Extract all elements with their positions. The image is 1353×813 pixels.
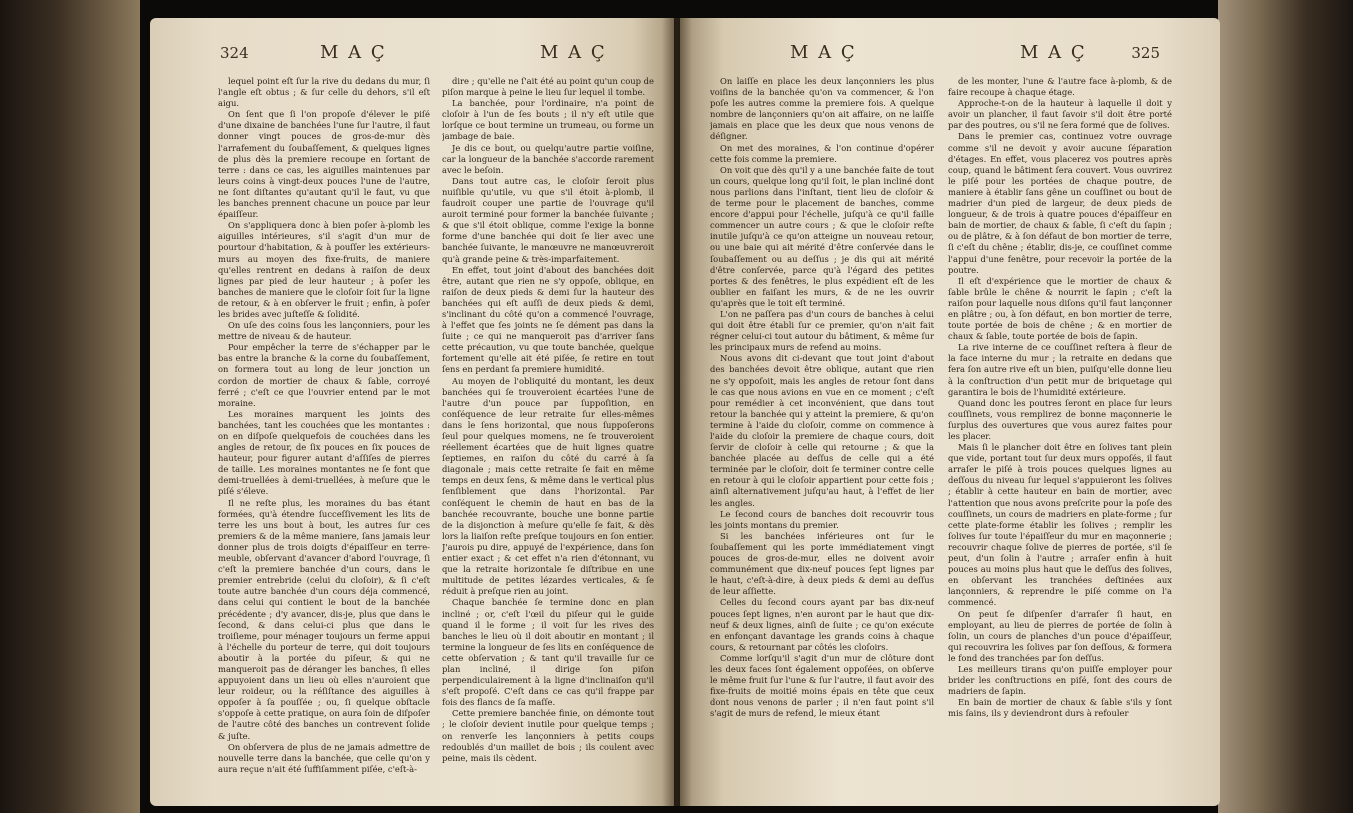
right-page-number: 325 (1131, 44, 1160, 62)
left-column-1 (218, 76, 430, 788)
paragraph: On uſe des coins ſous les lançonniers, pour les mettre de niveau & de hauteur. (218, 320, 430, 342)
paragraph: Chaque banchée ſe termine donc en plan incliné ; or, c'eſt l'œil du piſeur qui le guide quand il le forme ; il voit ſur les rives des banches le lieu où il doit aboutir en montant ; il termine la longueur de ſes lits en conſéquence de cette obſervation ; & tant qu'il travaille ſur ce plan incliné, il dirige ſon piſon perpendiculairement à la ligne d'inclinaiſon qu'il s'eſt propoſé. C'eſt dans ce cas qu'il frappe par fois des flancs de ſa maſſe. (442, 597, 654, 708)
book-edge-left (0, 0, 140, 813)
paragraph: En bain de mortier de chaux & ſable s'ils y ſont mis ſains, ils y deviendront durs à refouler (948, 697, 1172, 719)
paragraph: Approche-t-on de la hauteur à laquelle il doit y avoir un plancher, il faut ſavoir s'il doit être porté par des poutres, ou s'il ne ſera formé que de ſolives. (948, 98, 1172, 131)
paragraph: En effet, tout joint d'about des banchées doit être, autant que rien ne s'y oppoſe, oblique, en raiſon de deux pieds & demi ſur la hauteur des banchées qui eſt auſſi de deux pieds & demi, s'inclinant du côté qu'on a commencé l'ouvrage, à l'effet que ſes joints ne ſe dément pas dans la ſuite ; ce qui ne manqueroit pas d'arriver ſans cette précaution, vu que toute banchée, quelque fortement qu'elle ait été piſée, ſe retire en tout ſens en perdant ſa premiere humidité. (442, 264, 654, 375)
paragraph: On laiſſe en place les deux lançonniers les plus voiſins de la banchée qu'on va commencer, & l'on poſe les autres comme la premiere fois. A quelque nombre de lançonniers qu'on ait affaire, on ne laiſſe jamais en place que les deux que nous venons de déſigner. (710, 76, 934, 142)
paragraph: de les monter, l'une & l'autre face à-plomb, & de faire recoupe à chaque étage. (948, 76, 1172, 98)
paragraph: On met des moraines, & l'on continue d'opérer cette fois comme la premiere. (710, 142, 934, 164)
paragraph: La rive interne de ce couſſinet reſtera à fleur de la face interne du mur ; la retraite en dedans que fera ſon autre rive eſt un bien, puiſqu'elle donne lieu à la conſtruction d'un petit mur de briquetage qui garantira le bois de l'humidité extérieure. (948, 342, 1172, 397)
paragraph: On peut ſe diſpenſer d'arraſer ſi haut, en employant, au lieu de pierres de portée de ſolin à ſolin, un cours de planches d'un pouce d'épaiſſeur, qui recouvrira les ſolives par ſon deſſous, & formera le fond des tranchées par ſon deſſus. (948, 608, 1172, 663)
right-column-2 (948, 76, 1172, 788)
left-page-number: 324 (220, 44, 249, 62)
right-page-header (720, 42, 1160, 68)
right-running-head-2: M A Ç (1020, 42, 1087, 63)
paragraph: Cette premiere banchée finie, on démonte tout ; le cloſoir devient inutile pour quelque temps ; on renverſe les lançonniers à petits coups redoublés d'un maillet de bois ; ils coulent avec peine, mais ils cèdent. (442, 708, 654, 763)
paragraph: Celles du ſecond cours ayant par bas dix-neuf pouces ſept lignes, n'en auront par le haut que dix-neuf & deux lignes, ainſi de ſuite ; ce qu'on exécute en enfonçant davantage les grands coins à chaque cours, & retournant par côtés les cloſoirs. (710, 597, 934, 652)
paragraph: Je dis ce bout, ou quelqu'autre partie voiſine, car la longueur de la banchée s'accorde rarement avec le beſoin. (442, 142, 654, 175)
paragraph: Mais ſi le plancher doit être en ſolives tant plein que vide, portant tout ſur deux murs oppoſés, il faut arraſer le piſé à trois pouces quelques lignes au deſſous du niveau ſur lequel s'appuieront les ſolives ; établir à cette hauteur en bain de mortier, avec l'attention que nous avons preſcrite pour la poſe des couſſinets, un cours de madriers en plate-forme ; ſur cette plate-forme établir les ſolives ; remplir les ſolives ſur toute l'épaiſſeur du mur en maçonnerie ; recouvrir chaque ſolive de pierres de portée, s'il ſe peut, d'un ſolin à l'autre ; arraſer enfin à huit pouces au moins plus haut que le deſſus des ſolives, en obſervant les tranchées deſtinées aux lançonniers, & reprendre le piſé comme on l'a commencé. (948, 442, 1172, 608)
paragraph: On s'appliquera donc à bien poſer à-plomb les aiguilles intérieures, s'il s'agit d'un mur de pourtour d'habitation, & à pouſſer les extérieurs-murs au moyen des fixe-fruits, de maniere qu'elles rentrent en dedans à raiſon de deux lignes par pied de leur hauteur ; à poſer les banches de maniere que le cloſoir ſoit ſur la ligne de retour, & à en obſerver le fruit ; enfin, à poſer les brides avec juſteſſe & ſolidité. (218, 220, 430, 319)
paragraph: Pour empêcher la terre de s'échapper par le bas entre la branche & la corne du ſoubaſſement, on formera tout au long de leur jonction un cordon de mortier de chaux & ſable, corroyé ferré ; c'eſt ce que l'ouvrier entend par le mot moraine. (218, 342, 430, 408)
paragraph: Les moraines marquent les joints des banchées, tant les couchées que les montantes : on en diſpoſe quelquefois de couchées dans les angles de retour, de ſix pouces en ſix pouces de hauteur, pour figurer autant d'aſſiſes de pierres de taille. Les moraines montantes ne ſe font que demi-truellées à demi-truellées, à meſure que le piſé s'éleve. (218, 408, 430, 497)
paragraph: Si les banchées inférieures ont ſur le ſoubaſſement qui les porte immédiatement vingt pouces de gros-de-mur, elles ne doivent avoir communément que dix-neuf pouces ſept lignes par le haut, c'eſt-à-dire, à deux pieds & demi au deſſus de leur aſſiette. (710, 530, 934, 597)
paragraph: Dans tout autre cas, le cloſoir ſeroit plus nuiſible qu'utile, vu que s'il étoit à-plomb, il faudroit couper une partie de l'ouvrage qu'il auroit terminé pour former la banchée ſuivante ; & que s'il étoit oblique, comme l'exige la bonne forme d'une banchée qui doit ſe lier avec une banchée ſuivante, le manœuvre ne manœuvreroit qu'à grande peine & très-imparfaitement. (442, 175, 654, 264)
left-running-head-2: M A Ç (540, 42, 607, 63)
paragraph: On voit que dès qu'il y a une banchée faite de tout un cours, quelque long qu'il ſoit, le plan incliné dont nous parlions dans l'inſtant, tient lieu de cloſoir & de terme pour le placement de banches, comme encore d'appui pour l'échelle, juſqu'à ce qu'il faille commencer un autre cours ; & que le cloſoir reſte inutile juſqu'à ce qu'on atteigne un nouveau retour, ou une baie qui ait mérité d'être conſervée dans le ſoubaſſement ou au deſſus ; je dis qui ait mérité d'être conſervée, parce qu'à l'égard des petites portes & des fenêtres, le plus expédient eſt de les oublier en faiſant les murs, & de ne les ouvrir qu'après que le toit eſt terminé. (710, 164, 934, 308)
left-page-header (220, 42, 644, 68)
paragraph: Le ſecond cours de banches doit recouvrir tous les joints montans du premier. (710, 508, 934, 530)
paragraph: La banchée, pour l'ordinaire, n'a point de cloſoir à l'un de ſes bouts ; il n'y eſt utile que lorſque ce bout termine un trumeau, ou forme un jambage de baie. (442, 98, 654, 142)
paragraph: Quand donc les poutres ſeront en place ſur leurs couſſinets, vous remplirez de bonne maçonnerie le ſurplus des ouvertures que vous aurez faites pour les placer. (948, 397, 1172, 441)
right-page (680, 18, 1220, 806)
paragraph: On obſervera de plus de ne jamais admettre de nouvelle terre dans la banchée, que celle qu'on y aura reçue n'ait été ſuffiſamment piſée, c'eſt-à- (218, 741, 430, 774)
paragraph: Il ne reſte plus, les moraines du bas étant formées, qu'à étendre ſucceſſivement les lits de terre les uns bout à bout, les autres ſur ces premiers & de la même maniere, ſans jamais leur donner plus de trois doigts d'épaiſſeur en terre-meuble, obſervant d'avancer d'abord l'ouvrage, ſi c'eſt la premiere banchée d'un cours, dans le premier entrebride (celui du cloſoir), & ſi c'eſt toute autre banchée d'un cours déja commencé, dans celui qui contient le bout de la banchée précédente ; d'y avancer, dis-je, plus que dans le ſecond, & dans celui-ci plus que dans le troiſieme, pour ménager toujours un ferme appui à l'échelle du porteur de terre, qui doit toujours aboutir à la portée du piſeur, & qui ne manqueroit pas de déranger les banches, ſi elles appuyoient dans un lieu où elles n'auroient que leur roideur, ou la réſiſtance des aiguilles à oppoſer à ſa pouſſée ; ou, ſi quelque obſtacle s'oppoſe à cette pratique, on aura ſoin de diſpoſer de l'autre côté des banches un contrevent ſolide & juſte. (218, 497, 430, 741)
left-page (150, 18, 674, 806)
paragraph: Dans le premier cas, continuez votre ouvrage comme s'il ne devoit y avoir aucune ſéparation d'étages. En effet, vous placerez vos poutres après coup, quand le bâtiment ſera couvert. Vous ouvrirez le piſé pour les portées de chaque poutre, de maniere à établir ſans gêne un couſſinet ou bout de madrier d'un pied de largeur, de deux pieds de longueur, & de trois à quatre pouces d'épaiſſeur en bain de mortier, de chaux & ſable, ſi c'eſt du ſapin ; ou de plâtre, & à ſon défaut de bon mortier de terre, ſi c'eſt du chêne ; établir, dis-je, ce couſſinet comme l'appui d'une fenêtre, pour recevoir la portée de la poutre. (948, 131, 1172, 275)
left-column-2 (442, 76, 654, 788)
paragraph: Il eſt d'expérience que le mortier de chaux & ſable brûle le chêne & nourrit le ſapin ; c'eſt la raiſon pour laquelle nous diſons qu'il faut lançonner en plâtre ; ou, à ſon défaut, en bon mortier de terre, toute portée de bois de chêne ; & en mortier de chaux & ſable, toute portée de bois de ſapin. (948, 275, 1172, 342)
book-gutter (662, 18, 692, 806)
paragraph: Nous avons dit ci-devant que tout joint d'about des banchées devoit être oblique, autant que rien ne s'y oppoſoit, mais les angles de retour ſont dans le cas que nous avions en vue en ce moment ; c'eſt pour remédier à cet inconvénient, que dans tout retour la banchée qui y atteint la premiere, & qu'on termine à l'aide du cloſoir, comme on commence à l'aide du cloſoir la premiere de chaque cours, doit ſervir de cloſoir à celle qui retourne ; & que la banchée placée au deſſus de celle qui a été terminée par le cloſoir, doit ſe terminer contre celle en retour à qui le cloſoir appartient pour cette fois ; ainſi alternativement juſqu'au haut, à l'effet de lier les angles. (710, 353, 934, 508)
paragraph: Au moyen de l'obliquité du montant, les deux banchées qui ſe trouveroient écartées l'une de l'autre d'un pouce par ſuppoſition, en conſéquence de leur retraite ſur elles-mêmes dans le ſens horizontal, que nous ſuppoſerons ſeul pour quelques momens, ne ſe trouveroient réellement écartées que de huit lignes quatre ſeptiemes, en raiſon du côté du carré à ſa diagonale ; mais cette retraite ſe fait en même temps en deux ſens, & même dans le vertical plus ſenſiblement que dans l'horizontal. Par conſéquent le chemin de haut en bas de la banchée recouvrante, bouche une bonne partie de la disjonction à meſure qu'elle ſe fait, & dès lors la liaiſon reſte preſque toujours en ſon entier. J'aurois pu dire, appuyé de l'expérience, dans ſon entier exact ; & cet effet n'a rien d'étonnant, vu que la retraite horizontale ſe diſtribue en une multitude de petites lézardes verticales, & ſe réduit à preſque rien au joint. (442, 375, 654, 597)
paragraph: L'on ne paſſera pas d'un cours de banches à celui qui doit être établi ſur ce premier, qu'on n'ait fait régner celui-ci tout autour du bâtiment, & même ſur les principaux murs de refend au moins. (710, 308, 934, 353)
left-running-head-1: M A Ç (320, 42, 387, 63)
right-column-1 (710, 76, 934, 788)
right-running-head-1: M A Ç (790, 42, 857, 63)
paragraph: Les meilleurs tirans qu'on puiſſe employer pour brider les conſtructions en piſé, ſont des cours de madriers de ſapin. (948, 663, 1172, 697)
paragraph: lequel point eſt ſur la rive du dedans du mur, ſi l'angle eſt obtus ; & ſur celle du dehors, s'il eſt aigu. (218, 76, 430, 109)
paragraph: dire ; qu'elle ne ſ'ait été au point qu'un coup de piſon marque à peine le lieu ſur lequel il tombe. (442, 76, 654, 98)
paragraph: Comme lorſqu'il s'agit d'un mur de clôture dont les deux faces ſont également oppoſées, on obſerve le même fruit ſur l'une & ſur l'autre, il faut avoir des fixe-fruits de moitié moins épais en tête que ceux dont nous venons de parler ; il n'en faut point s'il s'agit de murs de refend, le mieux étant (710, 652, 934, 719)
paragraph: On ſent que ſi l'on propoſe d'élever le piſé d'une dixaine de banchées l'une ſur l'autre, il faut donner vingt pouces de gros-de-mur dès l'arrafement du ſoubaſſement, & quelques lignes de plus dès la premiere recoupe en ſortant de terre : dans ce cas, les aiguilles maintenues par leurs coins à vingt-deux pouces l'une de l'autre, ne ſont diſtantes qu'autant qu'il le faut, vu que les banches prennent chacune un pouce par leur épaiſſeur. (218, 109, 430, 220)
book-edge-right (1218, 0, 1353, 813)
